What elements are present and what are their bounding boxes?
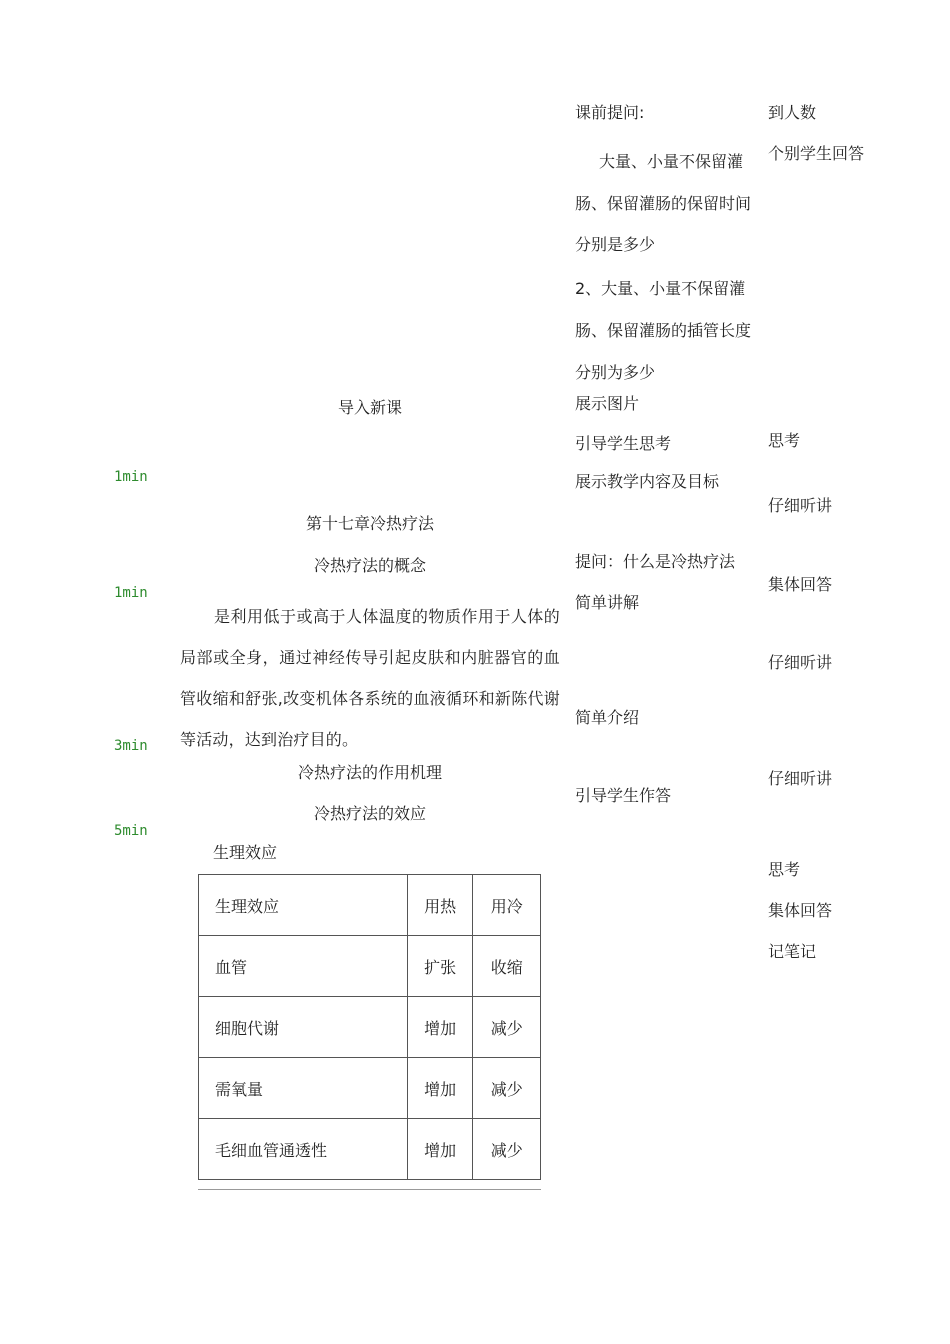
table-cell: 用热 [407, 875, 473, 936]
table-row [199, 936, 541, 997]
table-cell: 用冷 [473, 875, 541, 936]
teacher-ask-what: 提问：什么是冷热疗法 [575, 552, 736, 571]
student-take-notes: 记笔记 [768, 942, 817, 961]
effects-table [198, 874, 541, 1180]
table-cell: 减少 [473, 997, 541, 1058]
time-label: 5min [114, 823, 148, 839]
teacher-brief-intro: 简单介绍 [575, 708, 640, 727]
student-think: 思考 [768, 431, 801, 450]
teacher-question-1: 大量、小量不保留灌肠、保留灌肠的保留时间分别是多少 [575, 152, 752, 254]
concept-title: 冷热疗法的概念 [313, 556, 426, 575]
table-row [199, 997, 541, 1058]
table-header-row [199, 875, 541, 936]
intro-heading: 导入新课 [337, 398, 402, 417]
table-row [199, 1119, 541, 1180]
table-cell: 增加 [407, 997, 473, 1058]
table-cell: 减少 [473, 1058, 541, 1119]
table-cell: 减少 [473, 1119, 541, 1180]
table-cell: 增加 [407, 1058, 473, 1119]
table-cell: 扩张 [407, 936, 473, 997]
physio-label: 生理效应 [213, 843, 278, 862]
student-group-answer: 集体回答 [768, 575, 833, 594]
teacher-question-2: 2、大量、小量不保留灌肠、保留灌肠的插管长度分别为多少 [575, 279, 752, 382]
table-cell: 需氧量 [199, 1058, 408, 1119]
student-individual-answer: 个别学生回答 [768, 144, 865, 163]
table-cell: 血管 [199, 936, 408, 997]
time-label: 1min [114, 585, 148, 601]
table-cell: 增加 [407, 1119, 473, 1180]
table-bottom-rule [198, 1186, 541, 1190]
teacher-pre-question: 课前提问: [575, 103, 645, 122]
teacher-brief-explain: 简单讲解 [575, 593, 640, 612]
time-label: 1min [114, 469, 148, 485]
table-row [199, 1058, 541, 1119]
table-cell: 生理效应 [199, 875, 408, 936]
student-group-answer: 集体回答 [768, 901, 833, 920]
teacher-show-goals: 展示教学内容及目标 [575, 472, 720, 491]
time-label: 3min [114, 738, 148, 754]
student-listen: 仔细听讲 [768, 653, 833, 672]
student-listen: 仔细听讲 [768, 496, 833, 515]
student-think: 思考 [768, 860, 801, 879]
teacher-guide-answer: 引导学生作答 [575, 786, 672, 805]
concept-text: 是利用低于或高于人体温度的物质作用于人体的局部或全身，通过神经传导引起皮肤和内脏器官的血管收缩和舒张,改变机体各系统的血液循环和新陈代谢等活动，达到治疗目的。 [180, 607, 560, 749]
chapter-title: 第十七章冷热疗法 [305, 514, 434, 533]
teacher-show-picture: 展示图片 [575, 394, 640, 413]
student-attendance: 到人数 [768, 103, 817, 122]
effect-title: 冷热疗法的效应 [313, 804, 426, 823]
table-cell: 毛细血管通透性 [199, 1119, 408, 1180]
table-cell: 收缩 [473, 936, 541, 997]
table-cell: 细胞代谢 [199, 997, 408, 1058]
mechanism-title: 冷热疗法的作用机理 [297, 763, 442, 782]
teacher-guide-think: 引导学生思考 [575, 434, 672, 453]
student-listen: 仔细听讲 [768, 769, 833, 788]
